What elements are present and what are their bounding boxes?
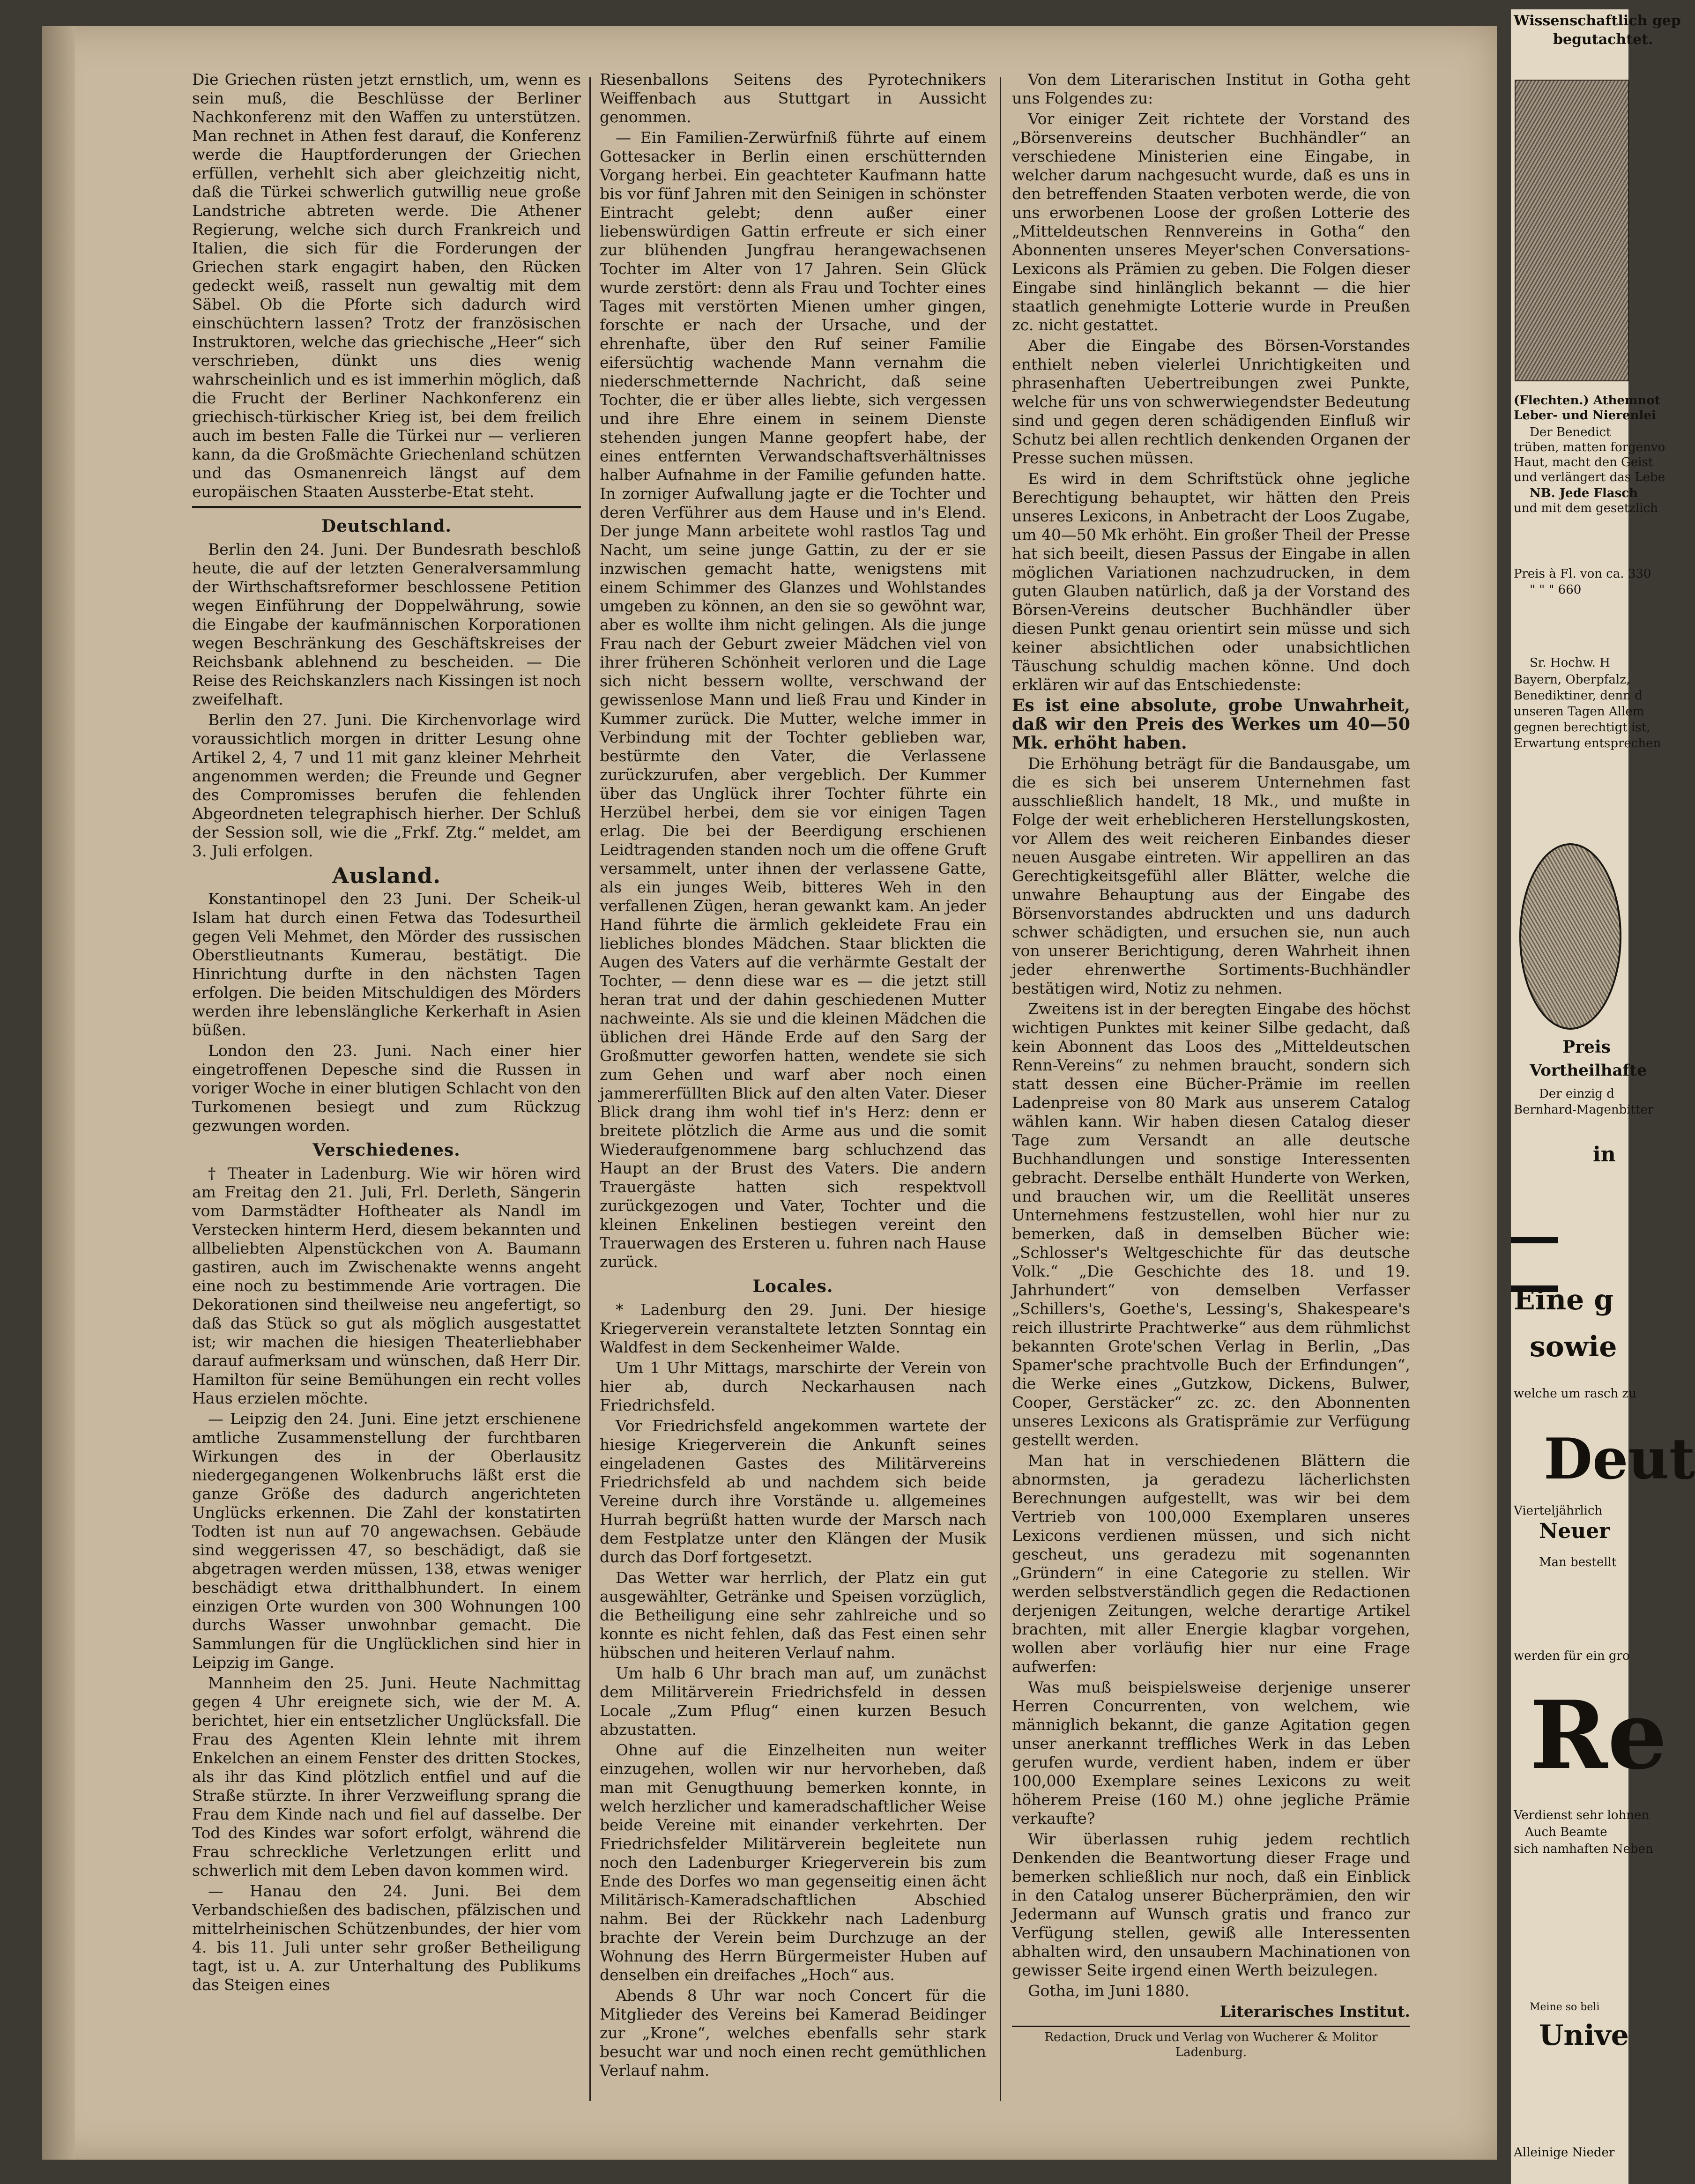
ad-text: Preis à Fl. von ca. 330 — [1514, 567, 1651, 581]
ad-text: Erwartung entsprechen — [1514, 736, 1661, 750]
dateline: Gotha, im Juni 1880. — [1028, 1982, 1189, 2000]
paragraph: Konstantinopel den 23 Juni. Der Scheik-ul Islam hat durch einen Fetwa das Todesurtheil gegen Veli Mehmet, den Mörder des russischen Oberstlieutnants Kumerau, bestätigt. Die Hinrichtung durfte in den nächsten Tagen erfolgen. Die beiden Mitschuldigen des Mörders werden ihre lebenslängliche Kerkerhaft in Asien büßen. — [192, 890, 581, 1039]
paragraph: Um 1 Uhr Mittags, marschirte der Verein von hier ab, durch Neckarhausen nach Friedrichsfeld. — [600, 1359, 986, 1414]
ad-text: Vierteljährlich — [1514, 1504, 1603, 1518]
paragraph: Ohne auf die Einzelheiten nun weiter einzugehen, wollen wir nur hervorheben, daß man mit Genugthuung bemerken konnte, in welch herzlicher und kameradschaftlicher Weise beide Vereine mit einander verkehrten. Der Friedrichsfelder Militärverein begleitete nun noch den Ladenburger Kriegerverein bis zum Ende des Dorfes wo man gegenseitig einen ächt Militärisch-Kameradschaftlichen Abschied nahm. Bei der Rückkehr nach Ladenburg brachte der Verein beim Durchzuge an der Wohnung des Herrn Bürgermeister Huben auf denselben ein dreifaches „Hoch“ aus. — [600, 1741, 986, 1984]
ad-text: trüben, matten forgenvo — [1514, 440, 1665, 454]
ad-text: werden für ein gro — [1514, 1649, 1630, 1663]
ad-text: Verdienst sehr lohnen — [1514, 1808, 1650, 1822]
ad-text: (Flechten.) Athemnot — [1514, 394, 1660, 408]
column-2 — [600, 70, 986, 2082]
paragraph: Um halb 6 Uhr brach man auf, um zunächst dem Militärverein Friedrichsfeld in dessen Locale „Zum Pflug“ einen kurzen Besuch abzustatten. — [600, 1664, 986, 1738]
paragraph: Das Wetter war herrlich, der Platz ein gut ausgewählter, Getränke und Speisen vorzüglich, die Betheiligung eine sehr zahlreiche und so konnte es nicht fehlen, daß das Fest einen sehr hübschen und heiteren Verlauf nahm. — [600, 1568, 986, 1662]
ad-text: Haut, macht den Geist — [1514, 455, 1653, 469]
ad-text: welche um rasch zu — [1514, 1387, 1636, 1401]
paragraph: Berlin den 27. Juni. Die Kirchenvorlage wird voraussichtlich morgen in dritter Lesung ohne Artikel 2, 4, 7 und 11 mit ganz kleiner Mehrheit angenommen werden; die Freunde und Gegner des Compromisses berufen die fehlenden Abgeordneten telegraphisch hierher. Der Schluß der Session soll, wie die „Frkf. Ztg.“ meldet, am 3. Juli erfolgen. — [192, 711, 581, 860]
ad-text: unseren Tagen Allem — [1514, 705, 1644, 719]
section-heading: Ausland. — [332, 863, 441, 888]
column-1 — [192, 70, 581, 1996]
ad-text: Eine g — [1514, 1284, 1614, 1316]
paragraph: Wir überlassen ruhig jedem rechtlich Denkenden die Beantwortung dieser Frage und bemerken schließlich nur noch, daß ein Einblick in den Catalog unserer Bücherprämien, den wir Jedermann auf Wunsch gratis und franco zur Verfügung stellen, gewiß alle Interessenten abhalten wird, den unsaubern Machinationen von gewisser Seite irgend einen Werth beizulegen. — [1012, 1830, 1410, 1979]
paragraph: Vor Friedrichsfeld angekommen wartete der hiesige Kriegerverein die Ankunft seines eingeladenen Gastes des Militärvereins Friedrichsfeld ab und nachdem sich beide Vereine durch ihre Vorstände u. allgemeines Hurrah begrüßt hatten wurde der Marsch nach dem Festplatze unter den Klängen der Musik durch das Dorf fortgesetzt. — [600, 1417, 986, 1566]
newspaper-page — [42, 26, 1497, 2160]
ad-text: Leber- und Nierenlei — [1514, 409, 1656, 423]
paragraph: — Leipzig den 24. Juni. Eine jetzt erschienene amtliche Zusammenstellung der furchtbaren Wirkungen des in der Oberlausitz niedergegangenen Wolkenbruchs läßt erst die ganze Größe des dadurch angerichteten Unglücks erkennen. Die Zahl der konstatirten Todten ist nun auf 70 angewachsen. Gebäude sind weggerissen 47, so beschädigt, daß sie abgetragen werden müssen, 138, etwas weniger beschädigt etwa dritthalbhundert. In einem einzigen Orte wurden von 300 Wohnungen 100 durchs Wasser unwohnbar gemacht. Die Sammlungen für die Unglücklichen sind hier in Leipzig im Gange. — [192, 1410, 581, 1671]
ad-text: NB. Jede Flasch — [1530, 486, 1638, 500]
paragraph: Riesenballons Seitens des Pyrotechnikers Weiffenbach aus Stuttgart in Aussicht genommen. — [600, 70, 986, 126]
paragraph: London den 23. Juni. Nach einer hier eingetroffenen Depesche sind die Russen in voriger Woche in einer blutigen Schlacht von den Turkomenen besiegt und zum Rückzug gezwungen worden. — [192, 1041, 581, 1135]
ad-text: in — [1593, 1143, 1616, 1166]
ad-text: Der Benedict — [1530, 425, 1611, 439]
signature: Literarisches Institut. — [1219, 2002, 1410, 2021]
paragraph: Aber die Eingabe des Börsen-Vorstandes enthielt neben vielerlei Unrichtigkeiten und phrasenhaften Uebertreibungen zwei Punkte, welche für uns von schwerwiegendster Bedeutung sind und gegen deren schädigenden Einfluß wir Schutz bei allen rechtlich denkenden Organen der Presse suchen müssen. — [1012, 336, 1410, 467]
ad-text: Der einzig d — [1539, 1087, 1614, 1101]
ad-text: Auch Beamte — [1525, 1825, 1607, 1839]
paragraph: Die Erhöhung beträgt für die Bandausgabe, um die es sich bei unserem Unternehmen fast ausschließlich handelt, 18 Mk., und mußte in Folge der weit erheblicheren Herstellungskosten, vor Allem des weit reicheren Einbandes dieser neuen Ausgabe eintreten. Wir appelliren an das Gerechtigkeitsgefühl aller Blätter, welche die unwahre Behauptung aus der Eingabe des Börsenvorstandes abdruckten und uns dadurch schwer schädigten, und ersuchen sie, nun auch von unserer Berichtigung, deren Wahrheit ihnen jeder ehrenwerthe Sortiments-Buchhändler bestätigen wird, Notiz zu nehmen. — [1012, 754, 1410, 997]
ad-text: und verlängert das Lebe — [1514, 470, 1665, 484]
paragraph: Von dem Literarischen Institut in Gotha geht uns Folgendes zu: — [1012, 70, 1410, 107]
ad-text: Meine so beli — [1530, 2001, 1600, 2013]
ad-text: Man bestellt — [1539, 1555, 1617, 1569]
paragraph: Die Griechen rüsten jetzt ernstlich, um, wenn es sein muß, die Beschlüsse der Berliner Nachkonferenz mit den Waffen zu unterstützen. Man rechnet in Athen fest darauf, die Konferenz werde die Hauptforderungen der Griechen erfüllen, verhehlt sich aber gleichzeitig nicht, daß die Türkei schwerlich gutwillig neue große Landstriche abtreten werde. Die Athener Regierung, welche sich durch Frankreich und Italien, die sich für die Forderungen der Griechen stark engagirt haben, den Rücken gedeckt weiß, rasselt nun gewaltig mit dem Säbel. Ob die Pforte sich dadurch wird einschüchtern lassen? Trotz der französischen Instruktoren, welche das griechische „Heer“ sich verschrieben, dünkt uns dies wenig wahrscheinlich und es ist immerhin möglich, daß die Frucht der Berliner Nachkonferenz ein griechisch-türkischer Krieg ist, bei dem freilich auch im besten Falle die Türkei nur — verlieren kann, da die Großmächte Griechenland schützen und das Osmanenreich längst auf dem europäischen Staaten Aussterbe-Etat steht. — [192, 70, 581, 501]
paragraph: — Hanau den 24. Juni. Bei dem Verbandschießen des badischen, pfälzischen und mittelrheinischen Schützenbundes, der hier vom 4. bis 11. Juli unter sehr großer Betheiligung tagt, ist u. A. zur Unterhaltung des Publikums das Steigen eines — [192, 1882, 581, 1994]
imprint — [1012, 2026, 1410, 2060]
column-divider — [1000, 77, 1001, 2101]
ad-text: Bayern, Oberpfalz, — [1514, 673, 1630, 687]
ad-text: sowie — [1530, 1330, 1617, 1363]
paragraph: * Ladenburg den 29. Juni. Der hiesige Kriegerverein veranstaltete letzten Sonntag ein Waldfest in dem Seckenheimer Walde. — [600, 1300, 986, 1356]
paragraph: Mannheim den 25. Juni. Heute Nachmittag gegen 4 Uhr ereignete sich, wie der M. A. berichtet, hier ein entsetzlicher Unglücksfall. Die Frau des Agenten Klein lehnte mit ihrem Enkelchen an einem Fenster des dritten Stockes, als ihr das Kind plötzlich entfiel und auf die Straße stürzte. In ihrer Verzweiflung sprang die Frau dem Kinde nach und fiel auf dasselbe. Der Tod des Kindes war sofort erfolgt, während die Frau schreckliche Verletzungen erlitt und schwerlich mit dem Leben davon kommen wird. — [192, 1674, 581, 1879]
monastery-engraving-icon — [1515, 80, 1629, 381]
paragraph: Zweitens ist in der beregten Eingabe des höchst wichtigen Punktes mit keiner Silbe gedacht, daß kein Abonnent das Loos des „Mitteldeutschen Renn-Vereins“ zu nehmen braucht, sondern sich statt dessen eine Bücher-Prämie im reellen Ladenpreise von 80 Mark aus unserem Catalog wählen kann. Wir haben diesen Catalog dieser Tage zum Versandt an alle deutsche Buchhandlungen und sonstige Interessenten gebracht. Derselbe enthält Hunderte von Werken, und brauchen wir, um die Reellität unseres Unternehmens festzustellen, wohl hier nur zu bemerken, daß in demselben Bücher wie: „Schlosser's Weltgeschichte für das deutsche Volk.“ „Die Geschichte des 18. und 19. Jahrhundert“ von demselben Verfasser „Schillers's, Goethe's, Lessing's, Shakespeare's reich illustrirte Prachtwerke“ aus dem rühmlichst bekannten Grote'schen Verlag in Berlin, „Das Spamer'sche prachtvolle Buch der Erfindungen“, die Werke eines „Gutzkow, Dickens, Bulwer, Cooper, Gerstäcker“ zc. zc. den Abonnenten unseres Lexicons als Gratisprämie zur Verfügung gestellt werden. — [1012, 1000, 1410, 1449]
section-rule — [192, 506, 581, 508]
ad-text: sich namhaften Neben — [1514, 1842, 1653, 1856]
monk-portrait-icon — [1519, 843, 1621, 1030]
section-heading: Deutschland. — [321, 516, 452, 536]
paragraph: Abends 8 Uhr war noch Concert für die Mitglieder des Vereins bei Kamerad Beidinger zur „Krone“, welches ebenfalls sehr stark besucht war und noch einen recht gemüthlichen Verlauf nahm. — [600, 1986, 986, 2080]
ad-text: Bernhard-Magenbitter — [1514, 1103, 1654, 1117]
section-heading: Verschiedenes. — [312, 1140, 461, 1160]
ad-text: Benediktiner, denn d — [1514, 689, 1643, 703]
ad-headline: Deut — [1544, 1426, 1695, 1492]
column-3 — [1012, 70, 1410, 2060]
ad-text: Wissenschaftlich gep — [1514, 13, 1681, 29]
ad-text: begutachtet. — [1553, 31, 1653, 48]
column-divider — [589, 77, 591, 2101]
ad-text: Neuer — [1539, 1519, 1610, 1543]
ad-text: Sr. Hochw. H — [1530, 656, 1610, 670]
ad-text: Alleinige Nieder — [1514, 2146, 1615, 2160]
ad-headline: Re — [1530, 1680, 1667, 1790]
ad-text: Preis — [1562, 1037, 1611, 1057]
ad-text: und mit dem gesetzlich — [1514, 501, 1658, 515]
bold-claim: Es ist eine absolute, grobe Unwahrheit, daß wir den Preis des Werkes um 40—50 Mk. erhöht haben. — [1012, 696, 1410, 753]
paragraph: Es wird in dem Schriftstück ohne jegliche Berechtigung behauptet, wir hätten den Preis unseres Lexicons, in Anbetracht der Loos Zugabe, um 40—50 Mk erhöht. Ein großer Theil der Presse hat sich beeilt, diesen Passus der Eingabe in allen möglichen Variationen nachzudrucken, in dem guten Glauben natürlich, daß ja der Vorstand des Börsen-Vereins deutscher Buchhändler über diesen Punkt genau orientirt sein müsse und sich keiner absichtlichen oder unabsichtlichen Täuschung schuldig machen könne. Und doch erklären wir auf das Entschiedenste: — [1012, 469, 1410, 694]
imprint-line: Ladenburg. — [1175, 2045, 1247, 2059]
paragraph: † Theater in Ladenburg. Wie wir hören wird am Freitag den 21. Juli, Frl. Derleth, Sängerin vom Darmstädter Hoftheater als Nandl im Verstecken hinterm Herd, diesem bekannten und allbeliebten Alpenstückchen von A. Baumann gastiren, auch im Zwischenakte wenns angeht eine noch zu bestimmende Arie vortragen. Die Dekorationen sind theilweise neu angefertigt, so daß das Stück so gut als möglich ausgestattet ist; wir machen die hiesigen Theaterliebhaber darauf aufmerksam und wünschen, daß Herr Dir. Hamilton für seine Bemühungen ein recht volles Haus erzielen möchte. — [192, 1164, 581, 1407]
ad-text: " " " 660 — [1530, 583, 1582, 597]
page-binding-edge — [42, 26, 75, 2160]
paragraph: Was muß beispielsweise derjenige unserer Herren Concurrenten, von welchem, wie männiglich bekannt, die ganze Agitation gegen unser anerkannt treffliches Werk in das Leben gerufen wurde, verdient haben, indem er über 100,000 Exemplare seines Lexicons zu weit höherem Preise (160 M.) ohne jegliche Prämie verkaufte? — [1012, 1678, 1410, 1827]
paragraph: Vor einiger Zeit richtete der Vorstand des „Börsenvereins deutscher Buchhändler“ an verschiedene Ministerien eine Eingabe, in welcher darum nachgesucht wurde, daß es uns in den betreffenden Staaten verboten werde, die von uns erworbenen Loose der großen Lotterie des „Mitteldeutschen Rennvereins in Gotha“ den Abonnenten unseres Meyer'schen Conversations-Lexicons als Prämien zu geben. Die Folgen dieser Eingabe sind hinlänglich bekannt — die hier staatlich genehmigte Lotterie wurde in Preußen zc. nicht gestattet. — [1012, 110, 1410, 334]
paragraph: — Ein Familien-Zerwürfniß führte auf einem Gottesacker in Berlin einen erschütternden Vorgang herbei. Ein geachteter Kaufmann hatte bis vor fünf Jahren mit den Seinigen in schönster Eintracht gelebt; denn außer einer liebenswürdigen Gattin erfreute er sich einer zur blühenden Jungfrau herangewachsenen Tochter im Alter von 17 Jahren. Sein Glück wurde zerstört: denn als Frau und Tochter eines Tages mit verstörten Mienen umher gingen, forschte er nach der Ursache, und der ehrenhafte, über den Ruf seiner Familie eifersüchtig wachende Mann vernahm die niederschmetternde Nachricht, daß seine Tochter, die er über alles liebte, sich vergessen und ihre Ehre einem in seinem Dienste stehenden jungen Manne geopfert habe, der eines entfernten Verwandschaftsverhältnisses halber Aufnahme in der Familie gefunden hatte. In zorniger Aufwallung jagte er die Tochter und deren Verführer aus dem Hause und in's Elend. Der junge Mann arbeitete wohl rastlos Tag und Nacht, um seine junge Gattin, zu der er sie inzwischen gemacht hatte, wenigstens mit einem Schimmer des Glanzes und Wohlstandes umgeben zu können, an den sie so gewöhnt war, aber es wollte ihm nicht gelingen. Als die junge Frau nach der Geburt zweier Mädchen viel von ihrer früheren Schönheit verloren und die Lage sich nicht bessern wollte, verschwand der gewissenlose Mann und ließ Frau und Kinder in Kummer zurück. Die Mutter, welche immer in Verbindung mit der Tochter geblieben war, bestürmte den Vater, die Verlassene zurückzurufen, aber vergeblich. Der Kummer über das Unglück ihrer Tochter führte ein Herzübel herbei, dem sie vor einigen Tagen erlag. Die bei der Beerdigung erschienen Leidtragenden standen noch um die offene Gruft versammelt, unter ihnen der verlassene Gatte, als ein junges Weib, bitteres Weh in den verfallenen Zügen, heran gewankt kam. An jeder Hand führte die ärmlich gekleidete Frau ein liebliches blondes Mädchen. Staar blickten die Augen des Vaters auf die verhärmte Gestalt der Tochter, — denn diese war es — die jetzt still heran trat und der dahin geschiedenen Mutter nachweinte. Als sie und die kleinen Mädchen die üblichen drei Hände Erde auf den Sarg der Großmutter geworfen hatten, wendete sie sich zum Gehen und warf aber noch einen jammererfüllten Blick auf den alten Vater. Dieser Blick drang ihm wohl tief in's Herz: denn er breitete plötzlich die Arme aus und die somit Wiederaufgenommene barg schluchzend das Haupt an der Brust des Vaters. Die andern Trauergäste hatten sich respektvoll zurückgezogen und Vater, Tochter und die kleinen Enkelinen bestiegen vereint den Trauerwagen des Ersteren u. fuhren nach Hause zurück. — [600, 128, 986, 1271]
ad-text: gegnen berechtigt ist, — [1514, 721, 1650, 735]
paragraph: Man hat in verschiedenen Blättern die abnormsten, ja geradezu lächerlichsten Berechnungen aufgestellt, was wir bei dem Vertrieb von 100,000 Exemplaren unseres Lexicons verdienen müssen, und sich nicht gescheut, uns geradezu mit sogenannten „Gründern“ in eine Categorie zu stellen. Wir werden selbstverständlich gegen die Redactionen derjenigen Zeitungen, welche derartige Artikel brachten, mit aller Energie klagbar vorgehen, wollen aber vorläufig hier nur eine Frage aufwerfen: — [1012, 1451, 1410, 1676]
ad-text: Unive — [1539, 2019, 1629, 2052]
imprint-line: Redaction, Druck und Verlag von Wucherer & Molitor — [1044, 2030, 1378, 2044]
section-heading: Locales. — [752, 1277, 833, 1296]
adjacent-page-strip — [1511, 9, 1695, 2184]
ad-text: Vortheilhafte — [1530, 1061, 1647, 1080]
paragraph: Berlin den 24. Juni. Der Bundesrath beschloß heute, die auf der letzten Generalversammlung der Wirthschaftsreformer beschlossene Petition wegen Einführung der Doppelwährung, sowie die Eingabe der kaufmännischen Korporationen wegen Beschränkung des Geschäftskreises der Reichsbank ablehnend zu bescheiden. — Die Reise des Reichskanzlers nach Kissingen ist noch zweifelhaft. — [192, 540, 581, 708]
